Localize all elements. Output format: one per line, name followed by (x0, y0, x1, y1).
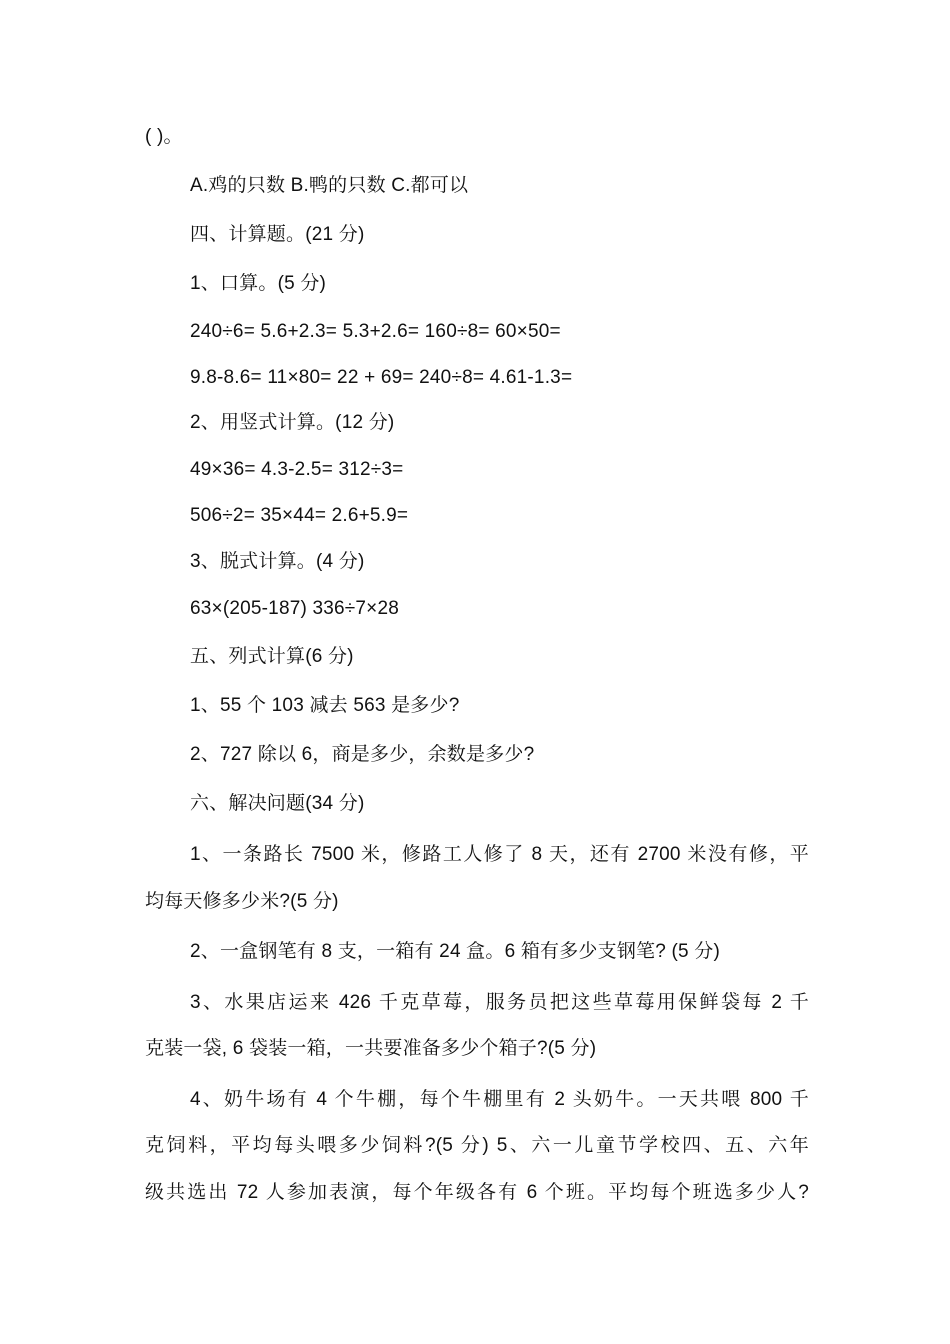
section-heading-written-calculation: 五、列式计算(6 分) (190, 646, 354, 667)
mental-math-row-1: 240÷6= 5.6+2.3= 5.3+2.6= 160÷8= 60×50= (190, 321, 561, 342)
vertical-calculation-row-2: 506÷2= 35×44= 2.6+5.9= (190, 505, 409, 526)
written-calculation-item-1: 1、55 个 103 减去 563 是多少? (190, 695, 460, 716)
vertical-calculation-row-1: 49×36= 4.3-2.5= 312÷3= (190, 459, 404, 480)
problem-1-line-2: 均每天修多少米?(5 分) (145, 891, 339, 912)
problem-3-line-1: 3、水果店运来 426 千克草莓，服务员把这些草莓用保鲜袋每 2 千 (190, 992, 809, 1013)
written-calculation-item-2: 2、727 除以 6，商是多少，余数是多少? (190, 744, 535, 765)
problem-4-line-1: 4、奶牛场有 4 个牛棚，每个牛棚里有 2 头奶牛。一天共喂 800 千 (190, 1089, 809, 1110)
subsection-mental-math: 1、口算。(5 分) (190, 273, 327, 294)
problem-2: 2、一盒钢笔有 8 支，一箱有 24 盒。6 箱有多少支钢笔? (5 分) (190, 941, 720, 962)
problem-1-line-1: 1、一条路长 7500 米，修路工人修了 8 天，还有 2700 米没有修，平 (190, 844, 809, 865)
subsection-step-calculation: 3、脱式计算。(4 分) (190, 551, 365, 572)
mental-math-row-2: 9.8-8.6= 11×80= 22 + 69= 240÷8= 4.61-1.3= (190, 367, 573, 388)
problem-4-line-2: 克饲料，平均每头喂多少饲料?(5 分) 5、六一儿童节学校四、五、六年 (145, 1135, 809, 1156)
section-heading-calculation: 四、计算题。(21 分) (190, 224, 365, 245)
subsection-vertical-calculation: 2、用竖式计算。(12 分) (190, 412, 395, 433)
step-calculation-row: 63×(205-187) 336÷7×28 (190, 598, 400, 619)
choice-options: A.鸡的只数 B.鸭的只数 C.都可以 (190, 175, 469, 196)
problem-3-line-2: 克装一袋, 6 袋装一箱，一共要准备多少个箱子?(5 分) (145, 1038, 597, 1059)
problem-5-line: 级共选出 72 人参加表演，每个年级各有 6 个班。平均每个班选多少人? (145, 1182, 809, 1203)
answer-blank-line: ( )。 (145, 126, 183, 147)
section-heading-problem-solving: 六、解决问题(34 分) (190, 793, 365, 814)
